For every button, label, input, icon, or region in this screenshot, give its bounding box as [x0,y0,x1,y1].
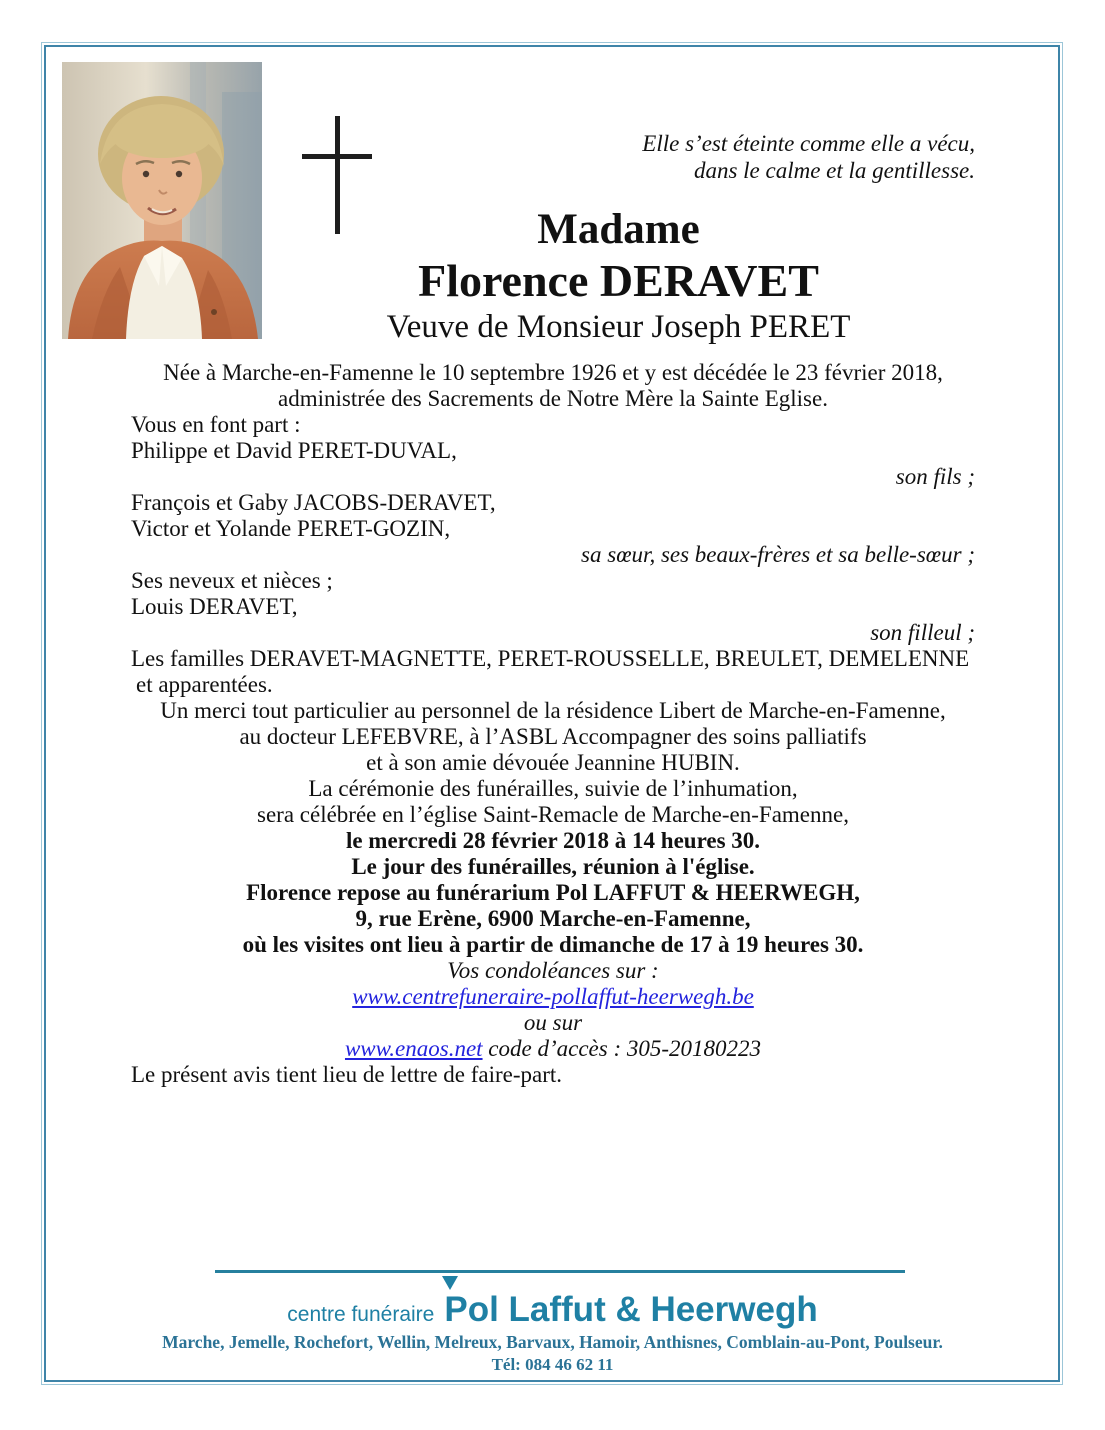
footer-locations: Marche, Jemelle, Rochefort, Wellin, Melreux, Barvaux, Hamoir, Anthisnes, Comblain-au-Pont, Poulseur. [162,1332,943,1352]
family-group1-relation: son fils ; [895,464,975,489]
intro-line2: administrée des Sacrements de Notre Mère la Sainte Eglise. [278,386,828,411]
ceremony-line2: sera célébrée en l’église Saint-Remacle de Marche-en-Famenne, [257,802,849,827]
title-block [262,205,975,347]
reunion-line: Le jour des funérailles, réunion à l'église. [351,854,755,879]
family-group4-names: Louis DERAVET, [131,594,298,619]
intro-line1: Née à Marche-en-Famenne le 10 septembre 1926 et y est décédée le 23 février 2018, [163,360,943,385]
condolences-link1-line [131,984,975,1010]
family-group4-relation: son filleul ; [870,620,975,645]
portrait-photo [62,62,262,339]
epitaph-quote [500,130,975,184]
family-group2-relation: sa sœur, ses beaux-frères et sa belle-sœur ; [581,542,975,567]
condolences-intro: Vos condoléances sur : [447,958,659,983]
families-line1: Les familles DERAVET-MAGNETTE, PERET-ROUSSELLE, BREULET, DEMELENNE [131,646,970,671]
deceased-title: Madame [537,206,700,253]
family-group3-names: Ses neveux et nièces ; [131,568,333,593]
logo-small-text: centre funéraire [287,1303,435,1326]
logo-large-text: Pol Laffut & Heerwegh [444,1290,817,1329]
notice-line: Le présent avis tient lieu de lettre de faire-part. [131,1062,563,1087]
ceremony-line1: La cérémonie des funérailles, suivie de l’inhumation, [308,776,798,801]
footer-divider-rule [215,1270,905,1273]
access-code: code d’accès : 305-20180223 [488,1036,762,1061]
family-group1-names: Philippe et David PERET-DUVAL, [131,438,457,463]
footer-phone: Tél: 084 46 62 11 [491,1355,614,1374]
thanks-line1: Un merci tout particulier au personnel de la résidence Libert de Marche-en-Famenne, [160,698,946,723]
repose-line3: où les visites ont lieu à partir de dimanche de 17 à 19 heures 30. [242,932,864,957]
condolences-link1[interactable]: www.centrefuneraire-pollaffut-heerwegh.be [352,984,754,1009]
funeral-home-logo [0,1290,1105,1330]
main-text [131,360,975,1088]
deceased-subtitle: Veuve de Monsieur Joseph PERET [386,309,851,345]
repose-line2: 9, rue Erène, 6900 Marche-en-Famenne, [355,906,751,931]
deceased-name: Florence DERAVET [418,255,819,306]
down-triangle-icon [442,1276,458,1290]
repose-line1: Florence repose au funérarium Pol LAFFUT & HEERWEGH, [246,880,860,905]
epitaph-line2: dans le calme et la gentillesse. [693,158,975,183]
thanks-line3: et à son amie dévouée Jeannine HUBIN. [366,750,740,775]
family-group2-names-line2: Victor et Yolande PERET-GOZIN, [131,516,451,541]
ceremony-date-bold: le mercredi 28 février 2018 à 14 heures 30. [345,828,761,853]
condolences-or: ou sur [523,1010,583,1035]
family-group2-names-line1: François et Gaby JACOBS-DERAVET, [131,490,496,515]
announcement-lead: Vous en font part : [131,412,301,437]
thanks-line2: au docteur LEFEBVRE, à l’ASBL Accompagner des soins palliatifs [239,724,867,749]
families-line2: et apparentées. [136,672,273,697]
portrait-photo-image [62,62,262,339]
condolences-link2[interactable]: www.enaos.net [344,1036,483,1061]
epitaph-line1: Elle s’est éteinte comme elle a vécu, [642,131,975,156]
condolences-link2-line [131,1036,975,1062]
